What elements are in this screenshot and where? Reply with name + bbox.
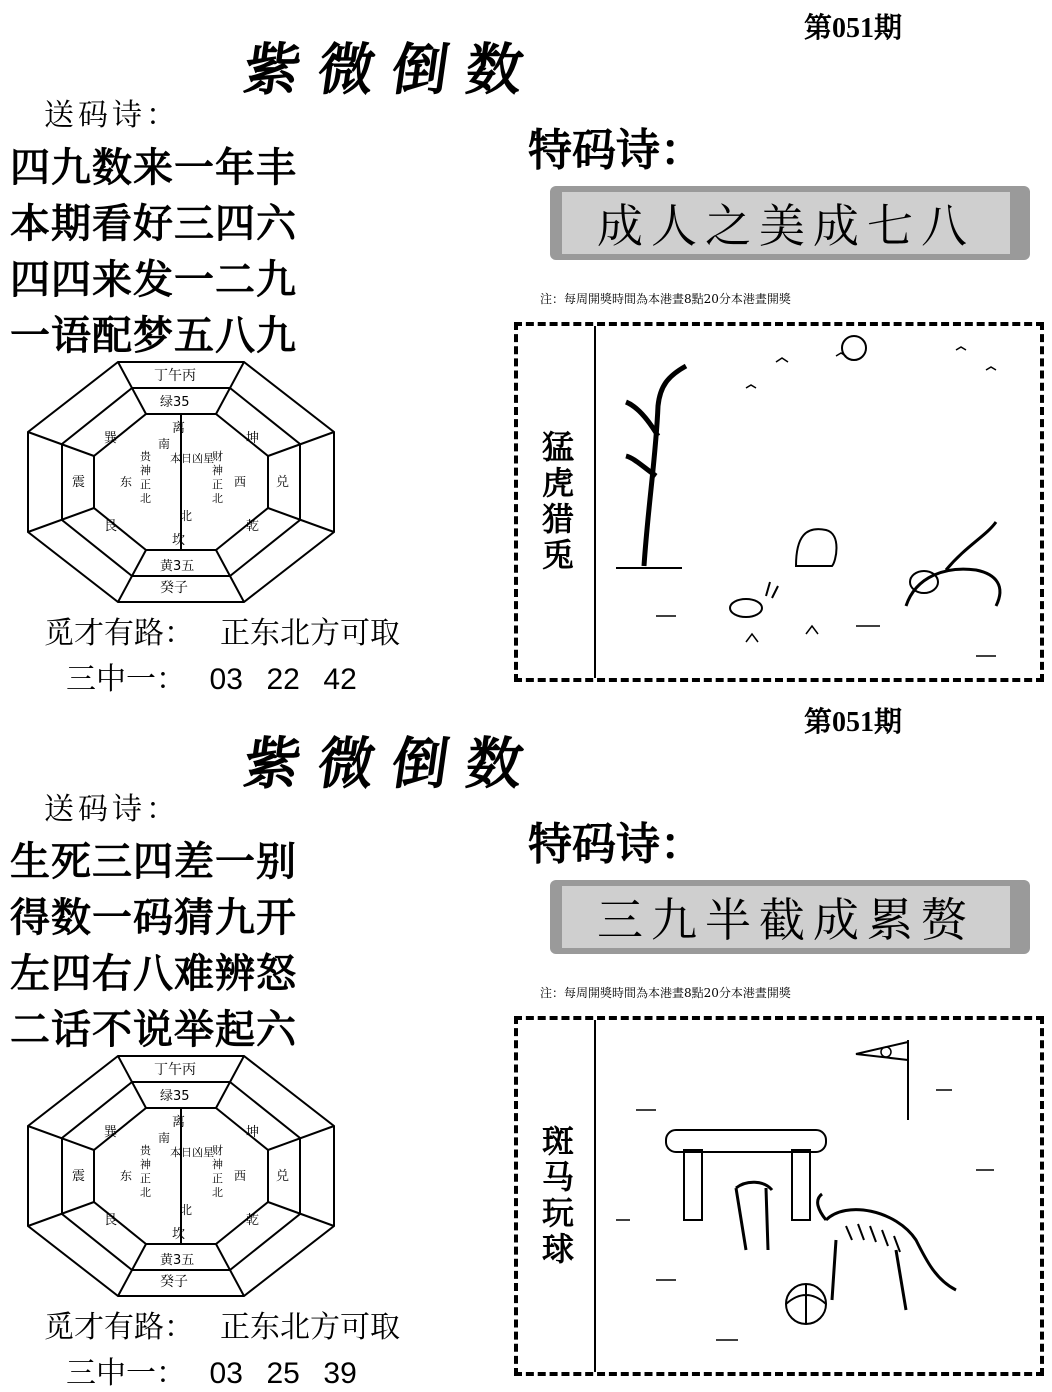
numbers-label: 三中一：	[66, 662, 186, 697]
bagua-outer-bottom: 癸子	[160, 580, 188, 596]
poem-line: 左四右八难辨怒	[10, 951, 297, 997]
bagua-gen: 艮	[104, 519, 118, 534]
lucky-text: 正东北方可取	[220, 616, 400, 651]
bagua-kan: 坎	[172, 1227, 186, 1242]
bagua-right-3: 正	[212, 1172, 223, 1185]
poem-line: 四九数来一年丰	[10, 145, 297, 191]
bagua-green: 绿35	[160, 1089, 190, 1104]
banner-text: 成人之美成七八	[562, 192, 1010, 254]
brand-title: 紫微倒数	[239, 731, 546, 797]
number: 25	[266, 1357, 300, 1390]
bagua-south: 南	[158, 437, 171, 451]
bagua-diagram	[22, 1052, 340, 1300]
bagua-gen: 艮	[104, 1213, 118, 1228]
numbers-label: 三中一：	[66, 1356, 186, 1391]
poem-line: 本期看好三四六	[10, 201, 297, 247]
bagua-left-4: 北	[140, 492, 151, 505]
bagua-center-north: 北	[180, 509, 193, 523]
bagua-left-2: 神	[140, 464, 151, 477]
poem-line: 生死三四差一别	[10, 839, 297, 885]
tiger-rabbit-illustration	[596, 326, 1040, 678]
lucky-direction	[44, 608, 400, 652]
bagua-right-3: 正	[212, 478, 223, 491]
poem	[10, 140, 340, 364]
poem-line: 二话不说举起六	[10, 1007, 297, 1053]
bagua-left-1: 贵	[140, 450, 151, 463]
special-label: 特码诗：	[528, 819, 704, 870]
poem-line: 四四来发一二九	[10, 257, 297, 303]
poem-line: 得数一码猜九开	[10, 895, 297, 941]
brand-title: 紫微倒数	[239, 37, 546, 103]
lucky-direction	[44, 1302, 400, 1346]
bagua-left-3: 正	[140, 478, 151, 491]
bagua-left-4: 北	[140, 1186, 151, 1199]
bagua-dui: 兑	[276, 475, 290, 490]
bagua-east: 东	[120, 1169, 133, 1183]
numbers-row	[66, 654, 357, 698]
bagua-kun: 坤	[246, 431, 260, 446]
bagua-yellow: 黄3五	[160, 559, 195, 574]
bagua-center: 本日凶星	[170, 1146, 214, 1159]
bagua-left-3: 正	[140, 1172, 151, 1185]
lucky-label: 觅才有路：	[44, 1310, 194, 1345]
bagua-right-2: 神	[212, 464, 223, 477]
bagua-dui: 兑	[276, 1169, 290, 1184]
number: 22	[266, 663, 300, 696]
bagua-west: 西	[234, 475, 247, 489]
picture-title: 斑马玩球	[537, 1124, 575, 1268]
issue-number: 第051期	[803, 707, 902, 738]
bagua-zhen: 震	[72, 1169, 86, 1184]
bagua-right-1: 财	[212, 450, 223, 463]
bagua-kan: 坎	[172, 533, 186, 548]
bagua-kun: 坤	[246, 1125, 260, 1140]
bagua-left-1: 贵	[140, 1144, 151, 1157]
bagua-yellow: 黄3五	[160, 1253, 195, 1268]
bagua-south: 南	[158, 1131, 171, 1145]
bagua-xun: 巽	[104, 431, 118, 446]
bagua-east: 东	[120, 475, 133, 489]
bagua-qian: 乾	[246, 519, 260, 534]
bagua-svg	[22, 358, 340, 606]
bagua-xun: 巽	[104, 1125, 118, 1140]
poem-label: 送码诗：	[44, 792, 180, 827]
special-banner	[550, 186, 1030, 260]
riddle-picture	[514, 322, 1044, 682]
bagua-center-north: 北	[180, 1203, 193, 1217]
picture-title: 猛虎猎兎	[537, 430, 575, 574]
picture-title-column	[518, 1020, 596, 1372]
poem-label: 送码诗：	[44, 98, 180, 133]
number: 03	[209, 1357, 243, 1390]
bagua-right-4: 北	[212, 492, 223, 505]
bagua-right-4: 北	[212, 1186, 223, 1199]
draw-note: 注：每周開獎時間為本港晝8點20分本港晝開獎	[540, 986, 791, 1000]
riddle-picture	[514, 1016, 1044, 1376]
bagua-diagram	[22, 358, 340, 606]
lucky-text: 正东北方可取	[220, 1310, 400, 1345]
bagua-outer-bottom: 癸子	[160, 1274, 188, 1290]
bagua-qian: 乾	[246, 1213, 260, 1228]
numbers-row	[66, 1348, 357, 1392]
bagua-svg	[22, 1052, 340, 1300]
bagua-zhen: 震	[72, 475, 86, 490]
number: 42	[323, 663, 357, 696]
zebra-ball-illustration	[596, 1020, 1040, 1372]
bagua-outer-top: 丁午丙	[154, 1062, 196, 1078]
lucky-label: 觅才有路：	[44, 616, 194, 651]
bagua-li: 离	[172, 421, 186, 436]
special-banner	[550, 880, 1030, 954]
bagua-green: 绿35	[160, 395, 190, 410]
bagua-left-2: 神	[140, 1158, 151, 1171]
bagua-li: 离	[172, 1115, 186, 1130]
number: 39	[323, 1357, 357, 1390]
picture-title-column	[518, 326, 596, 678]
bagua-right-1: 财	[212, 1144, 223, 1157]
number: 03	[209, 663, 243, 696]
bottom-section	[0, 694, 1052, 1391]
bagua-west: 西	[234, 1169, 247, 1183]
special-label: 特码诗：	[528, 125, 704, 176]
issue-number: 第051期	[803, 13, 902, 44]
bagua-right-2: 神	[212, 1158, 223, 1171]
poem-line: 一语配梦五八九	[10, 313, 297, 359]
draw-note: 注：每周開獎時間為本港晝8點20分本港晝開獎	[540, 292, 791, 306]
banner-text: 三九半截成累赘	[562, 886, 1010, 948]
bagua-center: 本日凶星	[170, 452, 214, 465]
poem	[10, 834, 340, 1058]
bagua-outer-top: 丁午丙	[154, 368, 196, 384]
